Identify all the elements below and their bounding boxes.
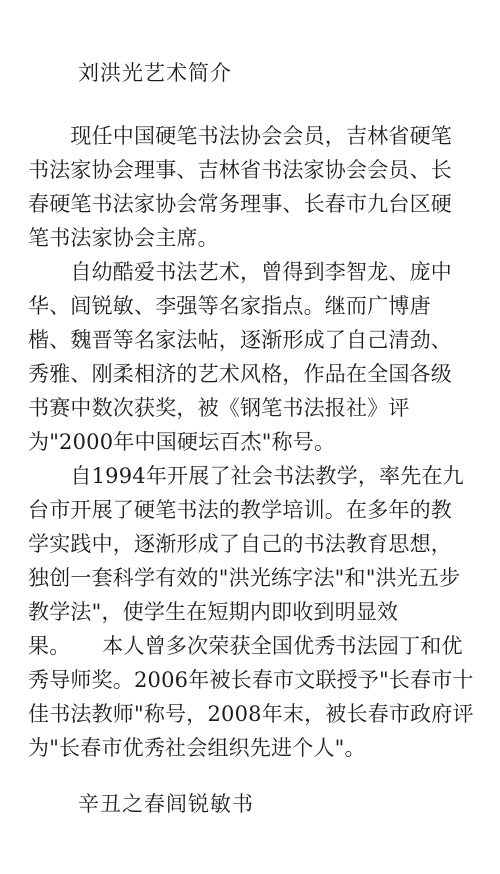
- signature: 辛丑之春闾锐敏书: [78, 792, 254, 816]
- body-line-9: 书赛中数次获奖，被《钢笔书法报社》评: [28, 396, 410, 420]
- body-line-8: 秀雅、刚柔相济的艺术风格，作品在全国各级: [28, 362, 452, 386]
- body-line-10: 为"2000年中国硬坛百杰"称号。: [28, 430, 336, 454]
- body-line-6: 华、闾锐敏、李强等名家指点。继而广博唐: [28, 294, 431, 318]
- body-line-17: 秀导师奖。2006年被长春市文联授予"长春市十: [28, 668, 474, 692]
- body-line-13: 学实践中，逐渐形成了自己的书法教育思想，: [28, 532, 452, 556]
- body-line-3: 春硬笔书法家协会常务理事、长春市九台区硬: [28, 192, 452, 216]
- body-line-18: 佳书法教师"称号，2008年末，被长春市政府评: [28, 702, 474, 726]
- body-line-19: 为"长春市优秀社会组织先进个人"。: [28, 736, 366, 760]
- body-line-7: 楷、魏晋等名家法帖，逐渐形成了自己清劲、: [28, 328, 452, 352]
- body-line-12: 台市开展了硬笔书法的教学培训。在多年的教: [28, 498, 452, 522]
- body-line-14: 独创一套科学有效的"洪光练字法"和"洪光五步: [28, 566, 461, 590]
- body-line-4: 笔书法家协会主席。: [28, 226, 219, 250]
- body-line-5: 自幼酷爱书法艺术，曾得到李智龙、庞中: [28, 260, 452, 284]
- page-title: 刘洪光艺术简介: [78, 61, 232, 85]
- body-line-2: 书法家协会理事、吉林省书法家协会会员、长: [28, 158, 452, 182]
- body-line-11: 自1994年开展了社会书法教学，率先在九: [28, 464, 464, 488]
- body-line-1: 现任中国硬笔书法协会会员，吉林省硬笔: [28, 124, 452, 148]
- body-line-15: 教学法"，使学生在短期内即收到明显效: [28, 600, 399, 624]
- body-line-16: 果。 本人曾多次荣获全国优秀书法园丁和优: [28, 634, 463, 658]
